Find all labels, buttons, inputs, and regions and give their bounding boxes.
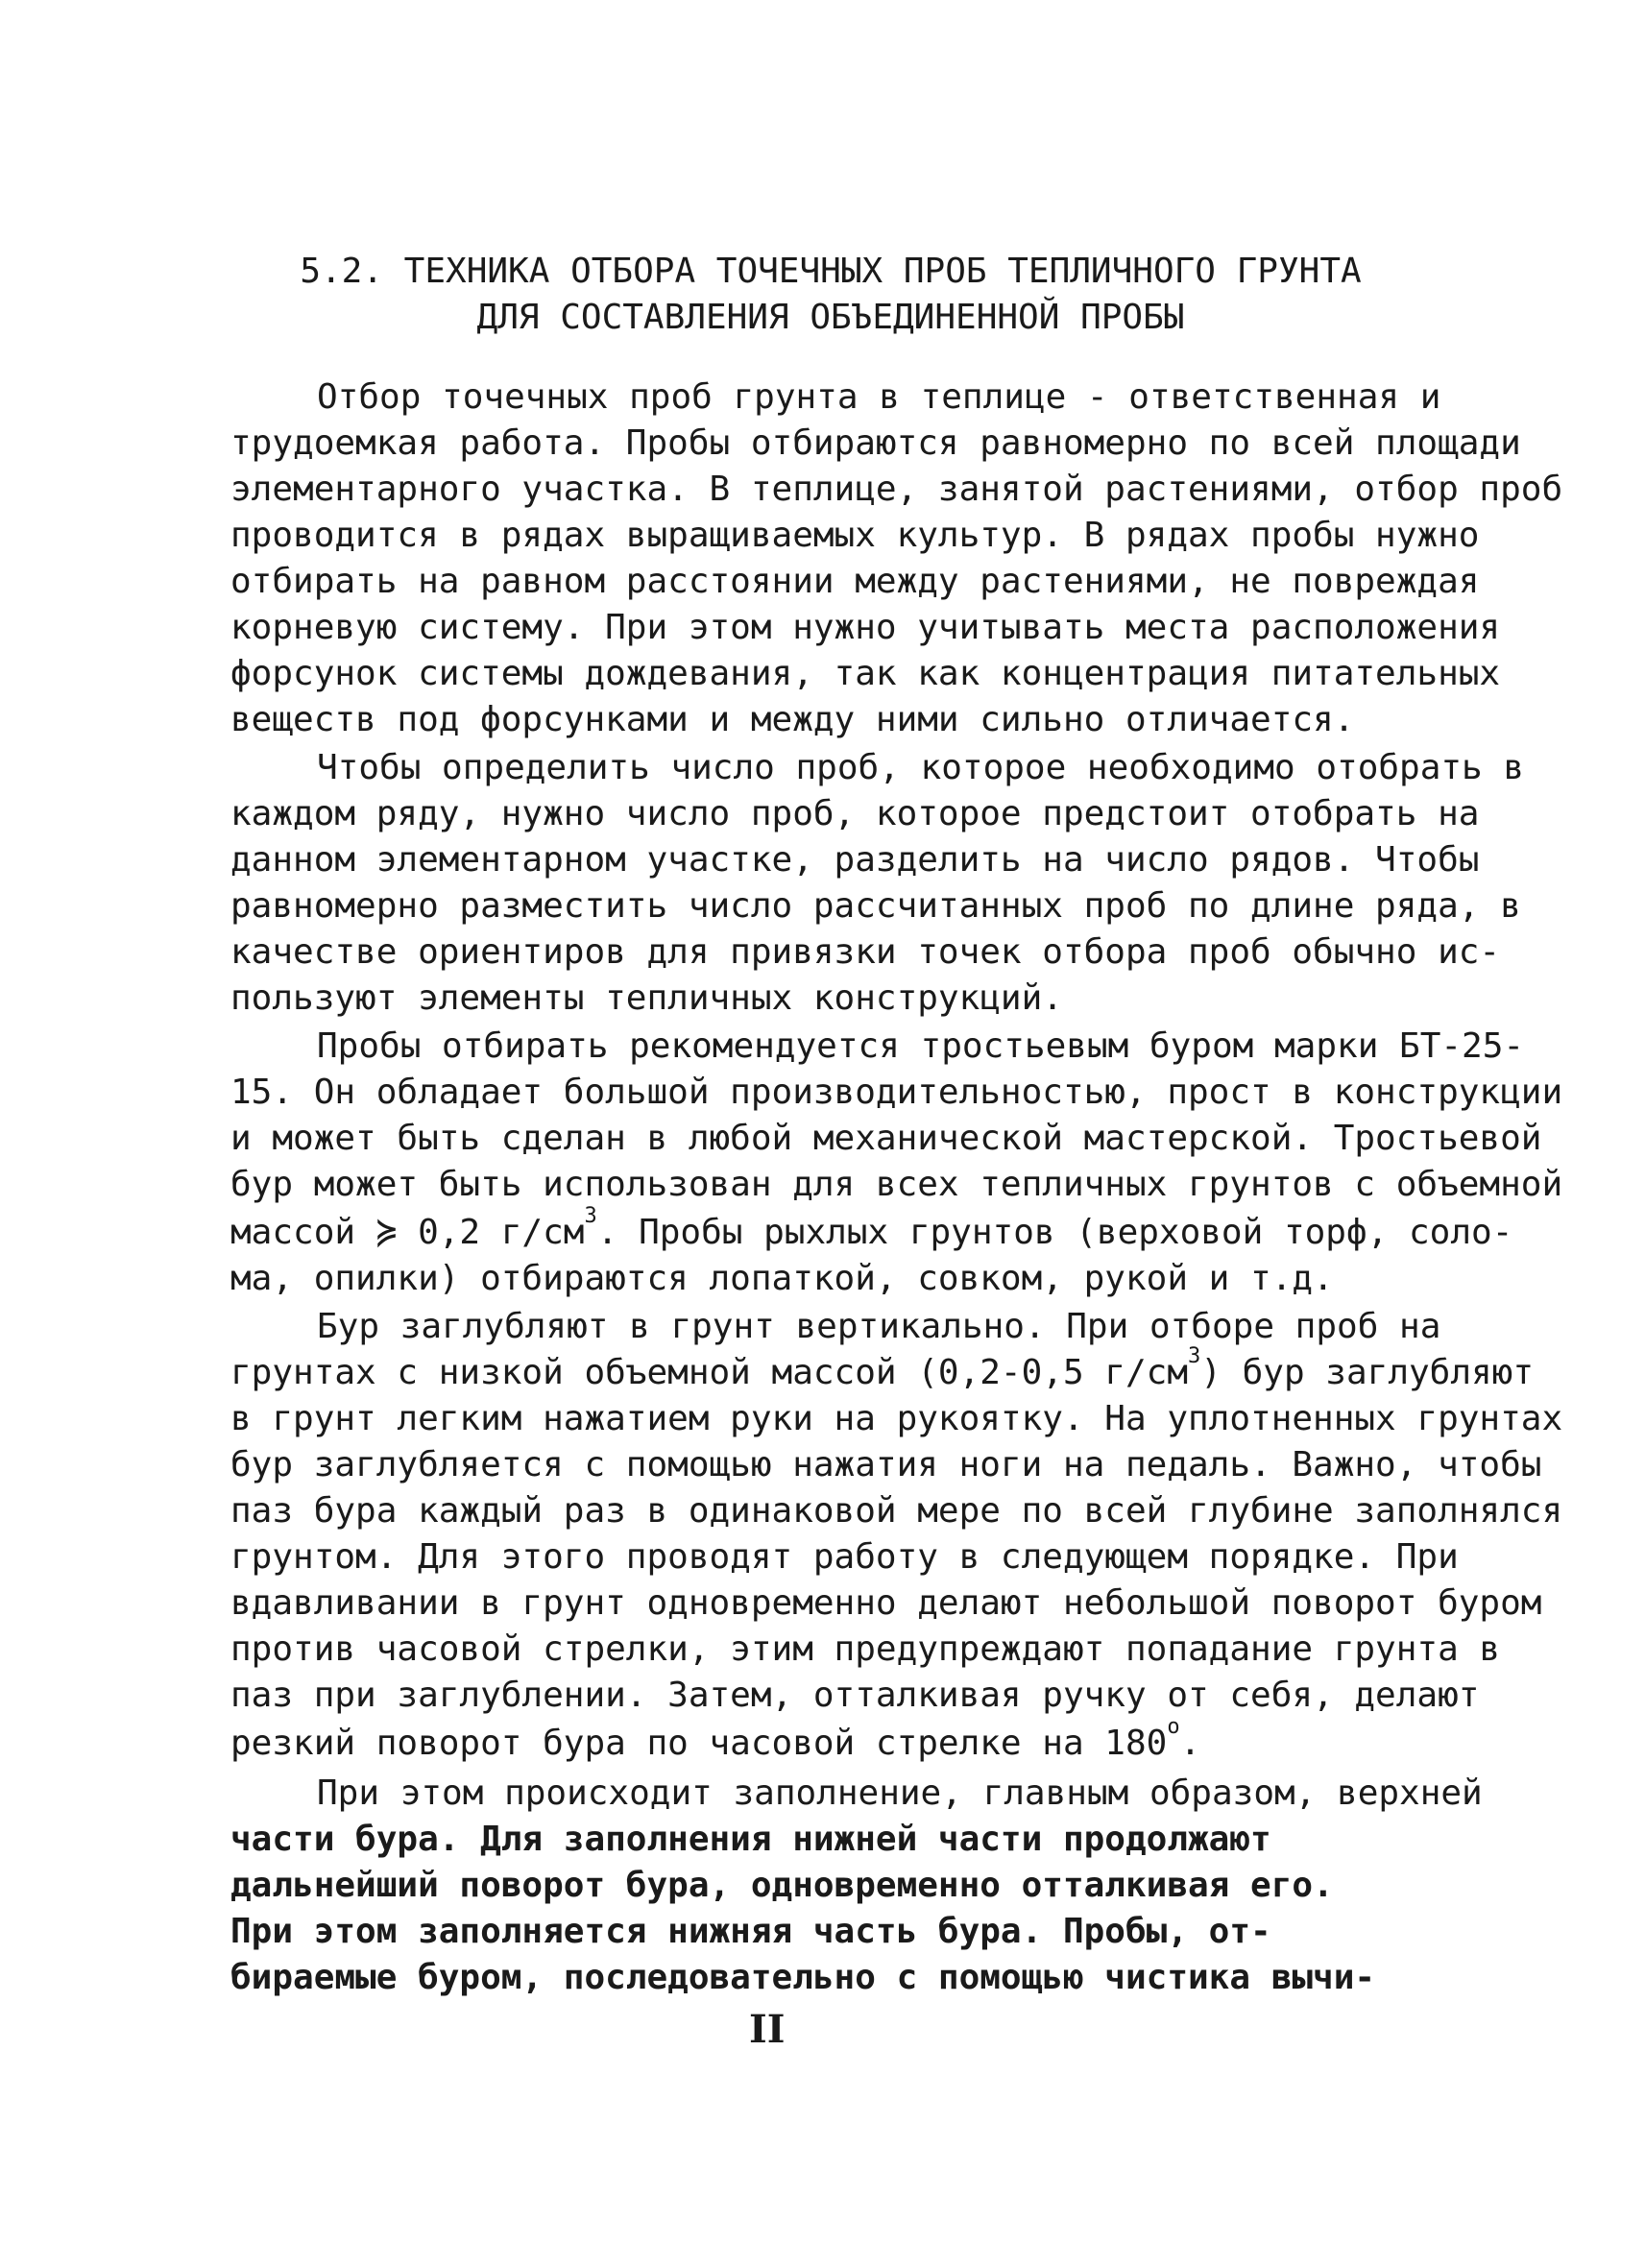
section-heading-line-1: 5.2. ТЕХНИКА ОТБОРА ТОЧЕЧНЫХ ПРОБ ТЕПЛИЧНОГО ГРУНТА	[300, 252, 1362, 291]
paragraph-2-line-2: каждом ряду, нужно число проб, которое предстоит отобрать на	[230, 794, 1480, 833]
paragraph-2-line-6: пользуют элементы тепличных конструкций.	[230, 978, 1063, 1018]
paragraph-3-line-3: и может быть сделан в любой механической мастерской. Тростьевой	[230, 1119, 1542, 1158]
paragraph-3-line-6: ма, опилки) отбираются лопаткой, совком, рукой и т.д.	[230, 1259, 1334, 1298]
paragraph-4-line-2	[230, 1344, 1535, 1392]
paragraph-4-line-10-part-b: .	[1179, 1724, 1201, 1763]
paragraph-1-line-2: трудоемкая работа. Пробы отбираются равномерно по всей площади	[230, 423, 1521, 463]
paragraph-4-line-2-part-b: ) бур заглубляют	[1200, 1353, 1535, 1392]
paragraph-1-line-4: проводится в рядах выращиваемых культур. В рядах пробы нужно	[230, 516, 1480, 555]
paragraph-3-line-4: бур может быть использован для всех тепличных грунтов с объемной	[230, 1165, 1563, 1204]
paragraph-2-line-5: качестве ориентиров для привязки точек отбора проб обычно ис-	[230, 932, 1501, 972]
paragraph-4-line-10-part-a: резкий поворот бура по часовой стрелке на 180	[230, 1724, 1168, 1763]
paragraph-4-line-10	[230, 1715, 1201, 1763]
paragraph-5-line-2: части бура. Для заполнения нижней части продолжают	[230, 1820, 1271, 1859]
paragraph-4-line-3: в грунт легким нажатием руки на рукоятку. На уплотненных грунтах	[230, 1399, 1563, 1438]
paragraph-1-line-6: корневую систему. При этом нужно учитывать места расположения	[230, 608, 1501, 647]
superscript-cube: 3	[584, 1204, 597, 1228]
paragraph-4-line-5: паз бура каждый раз в одинаковой мере по всей глубине заполнялся	[230, 1491, 1563, 1531]
page-number: II	[749, 2007, 786, 2052]
section-heading-line-2: ДЛЯ СОСТАВЛЕНИЯ ОБЪЕДИНЕННОЙ ПРОБЫ	[476, 298, 1185, 337]
paragraph-3-line-5-part-a: массой ≽ 0,2 г/см	[230, 1213, 585, 1252]
paragraph-5-line-5: бираемые буром, последовательно с помощью чистика вычи-	[230, 1958, 1376, 1997]
paragraph-1-line-1: Отбор точечных проб грунта в теплице - ответственная и	[317, 377, 1441, 417]
paragraph-3-line-2: 15. Он обладает большой производительностью, прост в конструкции	[230, 1073, 1563, 1112]
paragraph-1-line-3: элементарного участка. В теплице, занятой растениями, отбор проб	[230, 470, 1563, 509]
superscript-cube: 3	[1188, 1344, 1201, 1368]
paragraph-3-line-5	[230, 1204, 1513, 1252]
paragraph-1-line-5: отбирать на равном расстоянии между растениями, не повреждая	[230, 562, 1480, 601]
paragraph-5-line-4: При этом заполняется нижняя часть бура. Пробы, от-	[230, 1912, 1271, 1951]
paragraph-3-line-1: Пробы отбирать рекомендуется тростьевым буром марки БТ-25-	[317, 1026, 1525, 1066]
paragraph-4-line-2-part-a: грунтах с низкой объемной массой (0,2-0,5 г/см	[230, 1353, 1188, 1392]
superscript-degree: о	[1167, 1715, 1180, 1739]
paragraph-1-line-8: веществ под форсунками и между ними сильно отличается.	[230, 700, 1355, 739]
paragraph-4-line-6: грунтом. Для этого проводят работу в следующем порядке. При	[230, 1537, 1459, 1577]
paragraph-2-line-1: Чтобы определить число проб, которое необходимо отобрать в	[317, 748, 1525, 787]
paragraph-2-line-4: равномерно разместить число рассчитанных проб по длине ряда, в	[230, 886, 1521, 926]
paragraph-3-line-5-part-b: . Пробы рыхлых грунтов (верховой торф, соло-	[596, 1213, 1513, 1252]
paragraph-4-line-9: паз при заглублении. Затем, отталкивая ручку от себя, делают	[230, 1676, 1480, 1715]
paragraph-4-line-7: вдавливании в грунт одновременно делают небольшой поворот буром	[230, 1583, 1542, 1623]
paragraph-4-line-4: бур заглубляется с помощью нажатия ноги на педаль. Важно, чтобы	[230, 1445, 1542, 1484]
paragraph-4-line-1: Бур заглубляют в грунт вертикально. При отборе проб на	[317, 1307, 1441, 1346]
paragraph-5-line-1: При этом происходит заполнение, главным образом, верхней	[317, 1773, 1483, 1813]
paragraph-5-line-3: дальнейший поворот бура, одновременно отталкивая его.	[230, 1866, 1334, 1905]
paragraph-4-line-8: против часовой стрелки, этим предупреждают попадание грунта в	[230, 1629, 1501, 1669]
paragraph-1-line-7: форсунок системы дождевания, так как концентрация питательных	[230, 654, 1501, 693]
paragraph-2-line-3: данном элементарном участке, разделить на число рядов. Чтобы	[230, 840, 1480, 880]
